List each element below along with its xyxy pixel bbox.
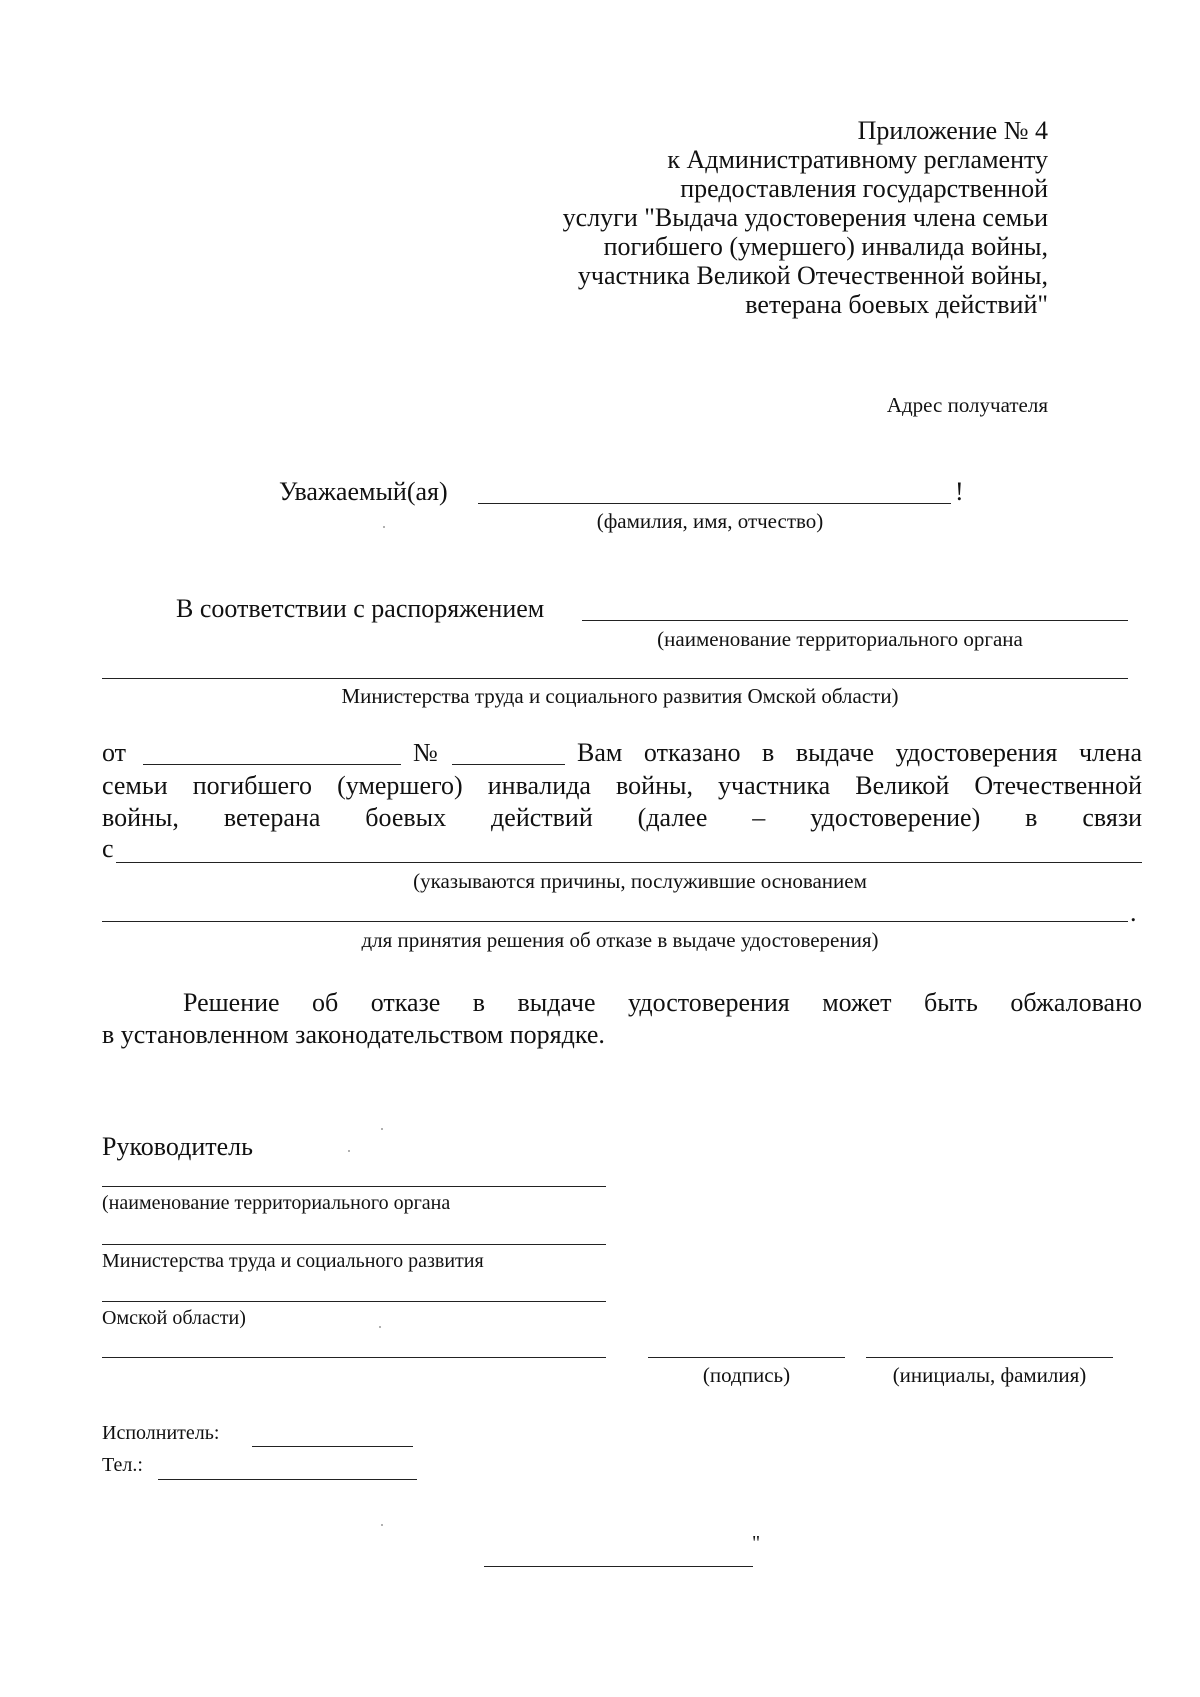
appeal-line-1: Решение об отказе в выдаче удостоверения может быть обжаловано — [183, 988, 1142, 1017]
org-blank-line-2 — [102, 1244, 606, 1245]
appendix-line-1: Приложение № 4 — [857, 116, 1048, 145]
fio-caption: (фамилия, имя, отчество) — [596, 509, 824, 533]
order-caption-1: (наименование территориального органа — [657, 627, 1023, 651]
from-word: от — [102, 738, 127, 767]
body-line-3: войны, ветерана боевых действий (далее – удостоверение) в связи — [102, 803, 1142, 832]
reason-caption-1: (указываются причины, послужившие основанием — [413, 869, 867, 893]
reason-period: . — [1130, 898, 1137, 927]
sign-caption: (подпись) — [702, 1363, 791, 1387]
appendix-line-5: погибшего (умершего) инвалида войны, — [603, 232, 1048, 261]
scan-speck — [381, 1524, 383, 1526]
org-caption-1: (наименование территориального органа — [102, 1192, 451, 1214]
reason-caption-2: для принятия решения об отказе в выдаче удостоверения) — [361, 928, 879, 952]
org-blank-line-3 — [102, 1301, 606, 1302]
recipient-address: Адрес получателя — [886, 393, 1048, 417]
sign-blank-line — [648, 1357, 845, 1358]
org-blank-line-1 — [102, 1186, 606, 1187]
scan-speck — [348, 1150, 350, 1152]
order-blank-line — [582, 620, 1128, 621]
phone-label: Тел.: — [102, 1454, 143, 1476]
executor-blank-line — [252, 1446, 413, 1447]
org-caption-3: Омской области) — [102, 1307, 246, 1329]
order-blank-line-2 — [102, 678, 1128, 679]
scan-speck — [379, 1326, 381, 1328]
number-blank-line — [452, 764, 565, 765]
name-caption: (инициалы, фамилия) — [892, 1363, 1087, 1387]
scan-speck — [381, 1128, 383, 1130]
body-line-1-rest: Вам отказано в выдаче удостоверения члена — [577, 738, 1142, 767]
body-line-4-start: с — [102, 834, 114, 863]
appendix-line-4: услуги "Выдача удостоверения члена семьи — [562, 203, 1048, 232]
greeting-text: Уважаемый(ая) — [279, 477, 448, 506]
executor-label: Исполнитель: — [102, 1422, 220, 1444]
phone-blank-line — [158, 1479, 417, 1480]
scan-speck — [383, 526, 385, 528]
appendix-line-6: участника Великой Отечественной войны, — [577, 261, 1048, 290]
appendix-header — [488, 116, 1048, 319]
order-text: В соответствии с распоряжением — [176, 594, 545, 623]
bottom-quote-mark: " — [752, 1532, 761, 1554]
appeal-line-2: в установленном законодательством порядке. — [102, 1020, 605, 1049]
fio-blank-line — [478, 503, 951, 504]
head-title: Руководитель — [102, 1132, 253, 1161]
reason-blank-line — [116, 862, 1142, 863]
appendix-line-2: к Административному регламенту — [667, 145, 1048, 174]
greeting-exclamation: ! — [955, 477, 964, 506]
org-blank-line-4 — [102, 1357, 606, 1358]
appendix-line-3: предоставления государственной — [680, 174, 1048, 203]
name-blank-line — [866, 1357, 1113, 1358]
appendix-line-7: ветерана боевых действий" — [745, 290, 1048, 319]
bottom-blank-line — [484, 1566, 753, 1567]
date-blank-line — [143, 764, 401, 765]
number-sign: № — [413, 738, 438, 767]
reason-blank-line-2 — [102, 921, 1128, 922]
body-line-2: семьи погибшего (умершего) инвалида войны, участника Великой Отечественной — [102, 771, 1142, 800]
org-caption-2: Министерства труда и социального развития — [102, 1250, 484, 1272]
order-caption-2: Министерства труда и социального развития Омской области) — [341, 684, 899, 708]
